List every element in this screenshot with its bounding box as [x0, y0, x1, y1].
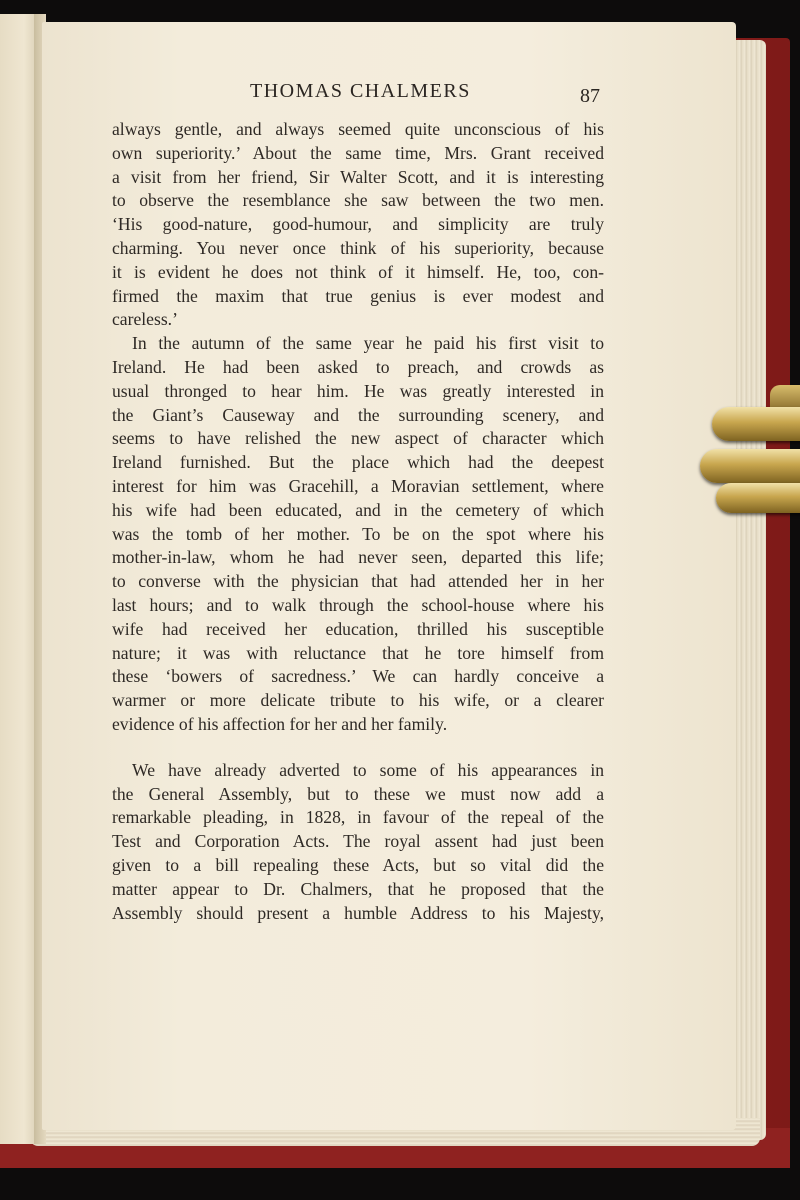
text-line: to observe the resemblance she saw between the two men.	[112, 190, 604, 211]
text-line: last hours; and to walk through the school-house where his	[112, 594, 604, 615]
text-line: mother-in-law, whom he had never seen, departed this life;	[112, 547, 604, 568]
text-line: Assembly should present a humble Address to his Majesty,	[112, 902, 604, 923]
text-line: ‘His good-nature, good-humour, and simplicity are truly	[112, 214, 604, 235]
holder-finger	[712, 407, 800, 441]
paragraph	[112, 759, 604, 926]
text-line: seems to have relished the new aspect of character which	[112, 428, 604, 449]
body-text	[112, 118, 604, 925]
text-line: own superiority.’ About the same time, Mrs. Grant received	[112, 142, 604, 163]
text-line: usual thronged to hear him. He was greatly interested in	[112, 380, 604, 401]
text-line: In the autumn of the same year he paid his first visit to	[132, 333, 604, 354]
text-line: nature; it was with reluctance that he tore himself from	[112, 642, 604, 663]
section-gap	[112, 737, 604, 759]
text-line: a visit from her friend, Sir Walter Scott, and it is interesting	[112, 166, 604, 187]
page-number: 87	[580, 85, 600, 107]
text-line: interest for him was Gracehill, a Moravian settlement, where	[112, 475, 604, 496]
text-line: We have already adverted to some of his appearances in	[132, 759, 604, 780]
text-line: careless.’	[112, 309, 178, 330]
text-line: always gentle, and always seemed quite unconscious of his	[112, 119, 604, 139]
brass-book-holder	[700, 385, 800, 525]
text-line: evidence of his affection for her and her family.	[112, 713, 448, 734]
text-line: the Giant’s Causeway and the surrounding scenery, and	[112, 404, 604, 425]
text-line: to converse with the physician that had attended her in her	[112, 571, 604, 592]
text-line: it is evident he does not think of it himself. He, too, con-	[112, 261, 604, 282]
text-line: warmer or more delicate tribute to his wife, or a clearer	[112, 690, 604, 711]
text-line: these ‘bowers of sacredness.’ We can hardly conceive a	[112, 666, 604, 687]
running-head: THOMAS CHALMERS	[250, 80, 471, 102]
holder-finger	[716, 483, 800, 513]
text-line: given to a bill repealing these Acts, but so vital did the	[112, 854, 604, 875]
text-line: matter appear to Dr. Chalmers, that he proposed that the	[112, 878, 604, 899]
text-line: was the tomb of her mother. To be on the spot where his	[112, 523, 604, 544]
text-line: charming. You never once think of his superiority, because	[112, 237, 604, 258]
text-line: the General Assembly, but to these we must now add a	[112, 783, 604, 804]
text-line: Ireland. He had been asked to preach, and crowds as	[112, 356, 604, 377]
text-line: wife had received her education, thrilled his susceptible	[112, 618, 604, 639]
text-line: remarkable pleading, in 1828, in favour of the repeal of the	[112, 807, 604, 828]
paragraph	[112, 118, 604, 332]
text-line: Ireland furnished. But the place which had the deepest	[112, 452, 604, 473]
text-line: his wife had been educated, and in the cemetery of which	[112, 499, 604, 520]
text-line: Test and Corporation Acts. The royal assent had just been	[112, 831, 604, 852]
holder-cap	[770, 385, 800, 409]
holder-finger	[700, 449, 800, 483]
text-line: firmed the maxim that true genius is ever modest and	[112, 285, 604, 306]
paragraph	[112, 332, 604, 737]
